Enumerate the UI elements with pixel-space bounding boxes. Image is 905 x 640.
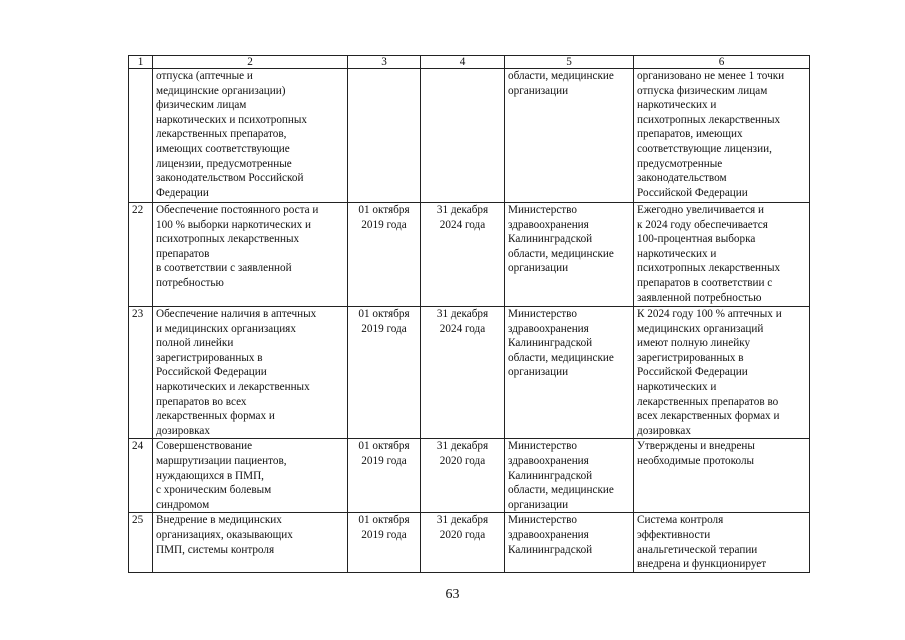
row-number: 25 [129,513,153,573]
table-row [129,69,810,203]
table-row [129,439,810,513]
start-date-cell: 01 октября 2019 года [348,439,421,513]
row-number: 22 [129,203,153,307]
plan-table [128,55,810,573]
executor-cell: Министерство здравоохранения Калининградской области, медицинские организации [505,307,634,439]
activity-cell: Совершенствование маршрутизации пациентов, нуждающихся в ПМП, с хроническим болевым синдромом [153,439,348,513]
column-header: 6 [634,56,810,69]
start-date-cell [348,69,421,203]
page-number: 63 [445,587,460,602]
end-date-cell: 31 декабря 2024 года [421,307,505,439]
row-number: 24 [129,439,153,513]
column-header: 4 [421,56,505,69]
result-cell: Ежегодно увеличивается и к 2024 году обеспечивается 100-процентная выборка наркотических и психотропных лекарственных препаратов в соответствии с заявленной потребностью [634,203,810,307]
column-header: 3 [348,56,421,69]
column-header: 1 [129,56,153,69]
executor-cell: Министерство здравоохранения Калининградской области, медицинские организации [505,203,634,307]
start-date-cell: 01 октября 2019 года [348,307,421,439]
activity-cell: Внедрение в медицинских организациях, оказывающих ПМП, системы контроля [153,513,348,573]
activity-cell: Обеспечение наличия в аптечных и медицинских организациях полной линейки зарегистрированных в Российской Федерации наркотических и лекарственных препаратов во всех лекарственных формах и дозировках [153,307,348,439]
result-cell: организовано не менее 1 точки отпуска физическим лицам наркотических и психотропных лекарственных препаратов, имеющих соответствующие лицензии, предусмотренные законодательством Российской Федерации [634,69,810,203]
result-cell: Утверждены и внедрены необходимые протоколы [634,439,810,513]
start-date-cell: 01 октября 2019 года [348,513,421,573]
result-cell: Система контроля эффективности анальгетической терапии внедрена и функционирует [634,513,810,573]
table-row [129,307,810,439]
table-row [129,203,810,307]
column-header: 5 [505,56,634,69]
start-date-cell: 01 октября 2019 года [348,203,421,307]
table-header-row [129,56,810,69]
activity-cell: Обеспечение постоянного роста и 100 % выборки наркотических и психотропных лекарственных препаратов в соответствии с заявленной потребностью [153,203,348,307]
column-header: 2 [153,56,348,69]
activity-cell: отпуска (аптечные и медицинские организации) физическим лицам наркотических и психотропных лекарственных препаратов, имеющих соответствующие лицензии, предусмотренные законодательством Российской Федерации [153,69,348,203]
table-row [129,513,810,573]
end-date-cell: 31 декабря 2020 года [421,513,505,573]
executor-cell: Министерство здравоохранения Калининградской [505,513,634,573]
executor-cell: области, медицинские организации [505,69,634,203]
executor-cell: Министерство здравоохранения Калининградской области, медицинские организации [505,439,634,513]
row-number: 23 [129,307,153,439]
row-number [129,69,153,203]
result-cell: К 2024 году 100 % аптечных и медицинских организаций имеют полную линейку зарегистрированных в Российской Федерации наркотических и лекарственных препаратов во всех лекарственных формах и дозировках [634,307,810,439]
end-date-cell: 31 декабря 2024 года [421,203,505,307]
end-date-cell [421,69,505,203]
end-date-cell: 31 декабря 2020 года [421,439,505,513]
